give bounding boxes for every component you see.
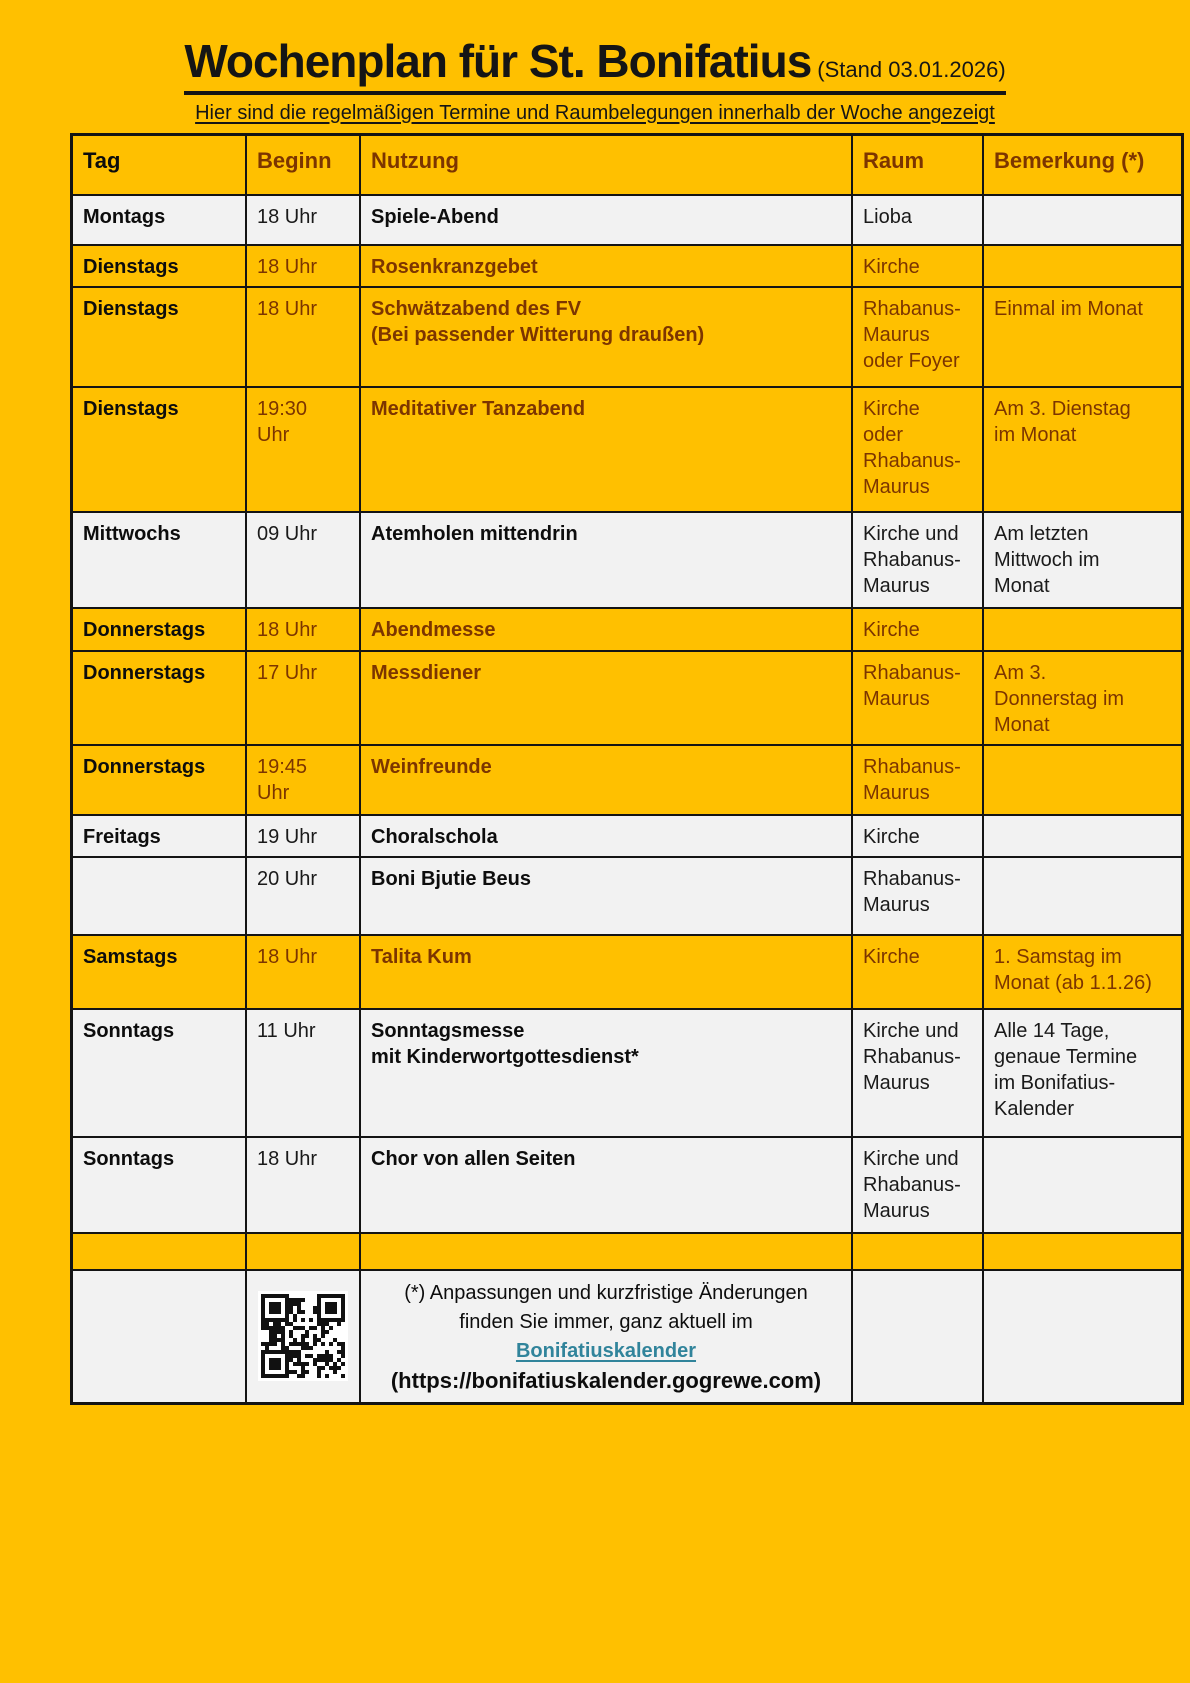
cell-usage: Chor von allen Seiten: [359, 1138, 851, 1232]
cell-note: [982, 609, 1181, 650]
footer-note-line1: (*) Anpassungen und kurzfristige Änderungen: [404, 1281, 808, 1304]
cell-usage: Weinfreunde: [359, 746, 851, 814]
cell-note: Am 3. Dienstag im Monat: [982, 388, 1181, 511]
footer-row: [73, 1269, 1181, 1402]
page-title: Wochenplan für St. Bonifatius: [184, 35, 812, 87]
cell-room: Kirche: [851, 816, 982, 856]
header-cell-beginn: Beginn: [245, 136, 359, 194]
cell-note: Einmal im Monat: [982, 288, 1181, 386]
header-cell-bemerkung: Bemerkung (*): [982, 136, 1181, 194]
cell-room: Rhabanus-Maurus: [851, 858, 982, 934]
footer-url: (https://bonifatiuskalender.gogrewe.com): [390, 1367, 822, 1393]
cell-day: Donnerstags: [83, 755, 206, 778]
cell-note: 1. Samstag im Monat (ab 1.1.26): [982, 936, 1181, 1008]
table-row-freitags-choralschola: [73, 814, 1181, 856]
cell-usage: Sonntagsmesse mit Kinderwortgottesdienst*: [359, 1010, 851, 1136]
cell-room: Kirche: [851, 246, 982, 286]
cell-note: [982, 1234, 1181, 1269]
cell-time: 19:45 Uhr: [245, 746, 359, 814]
footer-note-line2: finden Sie immer, ganz aktuell im: [459, 1310, 753, 1333]
cell-day: Donnerstags: [83, 618, 206, 641]
cell-usage: Talita Kum: [359, 936, 851, 1008]
table-row-mittwochs-atemholen: [73, 511, 1181, 607]
page-subtitle: Hier sind die regelmäßigen Termine und Raumbelegungen innerhalb der Woche angezeigt: [195, 101, 995, 124]
cell-room: Rhabanus-Maurus: [851, 746, 982, 814]
cell-room: Kirche und Rhabanus-Maurus: [851, 513, 982, 607]
table-row-dienstags-rosenkranzgebet: [73, 244, 1181, 286]
cell-note: Am 3. Donnerstag im Monat: [982, 652, 1181, 744]
cell-room: Kirche und Rhabanus-Maurus: [851, 1010, 982, 1136]
header-cell-raum: Raum: [851, 136, 982, 194]
cell-room: Rhabanus-Maurus: [851, 652, 982, 744]
cell-usage: Abendmesse: [359, 609, 851, 650]
table-row-montags-spiele-abend: [73, 194, 1181, 244]
cell-usage: Spiele-Abend: [359, 196, 851, 244]
cell-time: 18 Uhr: [245, 936, 359, 1008]
table-row-donnerstags-messdiener: [73, 650, 1181, 744]
cell-time: 11 Uhr: [245, 1010, 359, 1136]
cell-usage: Schwätzabend des FV (Bei passender Witterung draußen): [359, 288, 851, 386]
schedule-table: [70, 133, 1184, 1405]
cell-day: Freitags: [83, 825, 161, 848]
cell-usage: Boni Bjutie Beus: [359, 858, 851, 934]
cell-note: [982, 746, 1181, 814]
cell-time: 19:30 Uhr: [245, 388, 359, 511]
cell-room: [851, 1271, 982, 1402]
cell-usage: Messdiener: [359, 652, 851, 744]
cell-usage: Meditativer Tanzabend: [359, 388, 851, 511]
cell-day: Samstags: [83, 945, 178, 968]
cell-day: Montags: [83, 205, 166, 228]
cell-day: [73, 858, 245, 934]
cell-usage: Choralschola: [359, 816, 851, 856]
cell-day: Donnerstags: [83, 661, 206, 684]
cell-note: Am letzten Mittwoch im Monat: [982, 513, 1181, 607]
cell-day: Mittwochs: [83, 522, 181, 545]
cell-room: Kirche: [851, 936, 982, 1008]
cell-room: Kirche: [851, 609, 982, 650]
table-row-boni-bjutie-beus: [73, 856, 1181, 934]
table-row-dienstags-tanzabend: [73, 386, 1181, 511]
table-row-donnerstags-weinfreunde: [73, 744, 1181, 814]
cell-day: Dienstags: [83, 397, 179, 420]
cell-room: Lioba: [851, 196, 982, 244]
cell-time: 20 Uhr: [245, 858, 359, 934]
cell-note: [982, 1271, 1181, 1402]
cell-note: [982, 246, 1181, 286]
cell-note: [982, 1138, 1181, 1232]
title-stand-date: (Stand 03.01.2026): [817, 57, 1006, 82]
cell-day: Dienstags: [83, 255, 179, 278]
header-row: [73, 136, 1181, 194]
cell-time: 18 Uhr: [245, 246, 359, 286]
cell-room: Rhabanus-Maurus oder Foyer: [851, 288, 982, 386]
cell-note: Alle 14 Tage, genaue Termine im Bonifatius-Kalender: [982, 1010, 1181, 1136]
cell-time: 09 Uhr: [245, 513, 359, 607]
cell-qr: [245, 1271, 359, 1402]
cell-usage: Atemholen mittendrin: [359, 513, 851, 607]
cell-note: [982, 816, 1181, 856]
title-block: [0, 0, 1190, 125]
cell-time: 17 Uhr: [245, 652, 359, 744]
table-row-empty: [73, 1232, 1181, 1269]
cell-note: [982, 858, 1181, 934]
cell-time: 18 Uhr: [245, 288, 359, 386]
table-row-sonntags-sonntagsmesse: [73, 1008, 1181, 1136]
cell-day: Sonntags: [83, 1019, 175, 1042]
cell-usage: Rosenkranzgebet: [359, 246, 851, 286]
cell-day: Sonntags: [83, 1147, 175, 1170]
cell-room: Kirche und Rhabanus-Maurus: [851, 1138, 982, 1232]
cell-day: [73, 1271, 245, 1402]
cell-time: 19 Uhr: [245, 816, 359, 856]
header-cell-tag: Tag: [83, 147, 121, 173]
table-row-sonntags-chor: [73, 1136, 1181, 1232]
header-cell-nutzung: Nutzung: [359, 136, 851, 194]
table-row-donnerstags-abendmesse: [73, 607, 1181, 650]
table-row-dienstags-schwaetzabend: [73, 286, 1181, 386]
cell-usage: [359, 1234, 851, 1269]
cell-day: Dienstags: [83, 297, 179, 320]
cell-day: [73, 1234, 245, 1269]
table-row-samstags-talita-kum: [73, 934, 1181, 1008]
bonifatiuskalender-link[interactable]: Bonifatiuskalender: [515, 1339, 697, 1362]
cell-room: Kirche oder Rhabanus-Maurus: [851, 388, 982, 511]
qr-code-icon: [258, 1291, 348, 1381]
cell-time: 18 Uhr: [245, 196, 359, 244]
title-underline: [184, 36, 1005, 95]
cell-time: [245, 1234, 359, 1269]
cell-note: [982, 196, 1181, 244]
footer-note: [359, 1271, 851, 1402]
cell-room: [851, 1234, 982, 1269]
cell-time: 18 Uhr: [245, 1138, 359, 1232]
cell-time: 18 Uhr: [245, 609, 359, 650]
